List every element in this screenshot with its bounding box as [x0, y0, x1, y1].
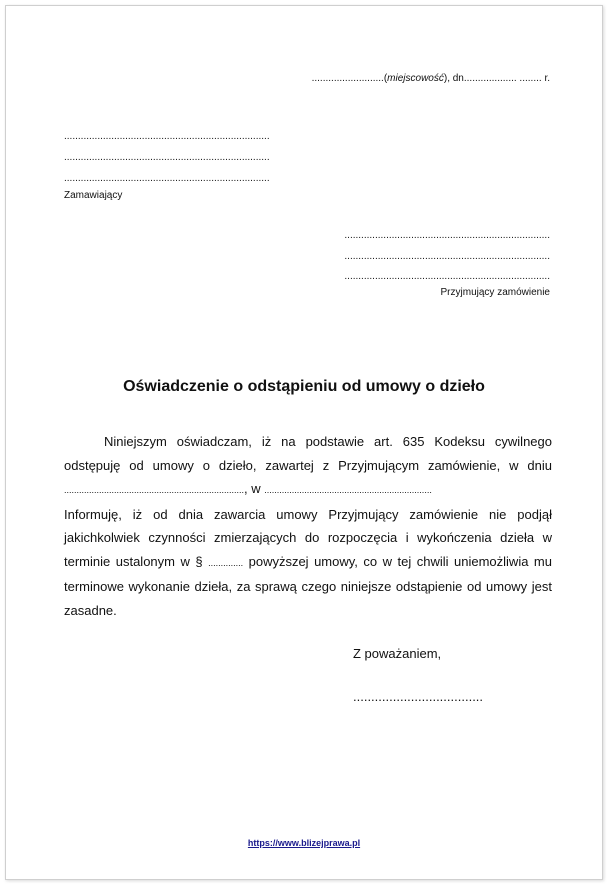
paragraph-2-text-2: powyższej umowy, co w tej chwili uniemożliwia mu terminowe wykonanie dzieła, za sprawą czego niniejsze odstąpienie od umowy jest zasadne.	[64, 553, 552, 618]
client-line-3: ..........................................................................	[64, 173, 270, 184]
section-dots: ..............	[208, 557, 244, 568]
contractor-line-1: ..........................................................................	[344, 230, 550, 241]
place-label: miejscowość	[387, 73, 444, 84]
place-date-line	[312, 73, 550, 84]
paragraph-1-text-2: , w	[244, 481, 265, 496]
location-dots: ...................................................................	[264, 485, 432, 495]
signature-line: ....................................	[353, 689, 484, 704]
date-dots: ........................................................................	[64, 485, 245, 495]
paragraph-1-text: Niniejszym oświadczam, iż na podstawie art. 635 Kodeksu cywilnego odstępuję od umowy o dzieło, zawartej z Przyjmującym zamówienie, w dniu	[64, 434, 552, 473]
document-title: Oświadczenie o odstąpieniu od umowy o dzieło	[123, 378, 485, 395]
document-body	[64, 430, 552, 622]
contractor-label: Przyjmujący zamówienie	[440, 287, 550, 298]
document-page	[5, 5, 603, 880]
client-line-1: ..........................................................................	[64, 131, 270, 142]
client-line-2: ..........................................................................	[64, 152, 270, 163]
paragraph-2-text: Informuję, iż od dnia zawarcia umowy Przyjmujący zamówienie nie podjął jakichkolwiek czynności zmierzających do rozpoczęcia i wykończenia dzieła w terminie ustalonym w §	[64, 506, 552, 569]
paragraph-1	[64, 430, 552, 503]
contractor-line-2: ..........................................................................	[344, 251, 550, 262]
closing-text: Z poważaniem,	[353, 646, 442, 661]
contractor-line-3: ..........................................................................	[344, 271, 550, 282]
place-date-prefix: ..........................(	[311, 73, 388, 84]
footer-link[interactable]: https://www.blizejprawa.pl	[247, 838, 361, 848]
client-label: Zamawiający	[64, 190, 123, 201]
place-date-suffix: ), dn................... ........ r.	[443, 73, 550, 84]
paragraph-2	[64, 503, 552, 623]
